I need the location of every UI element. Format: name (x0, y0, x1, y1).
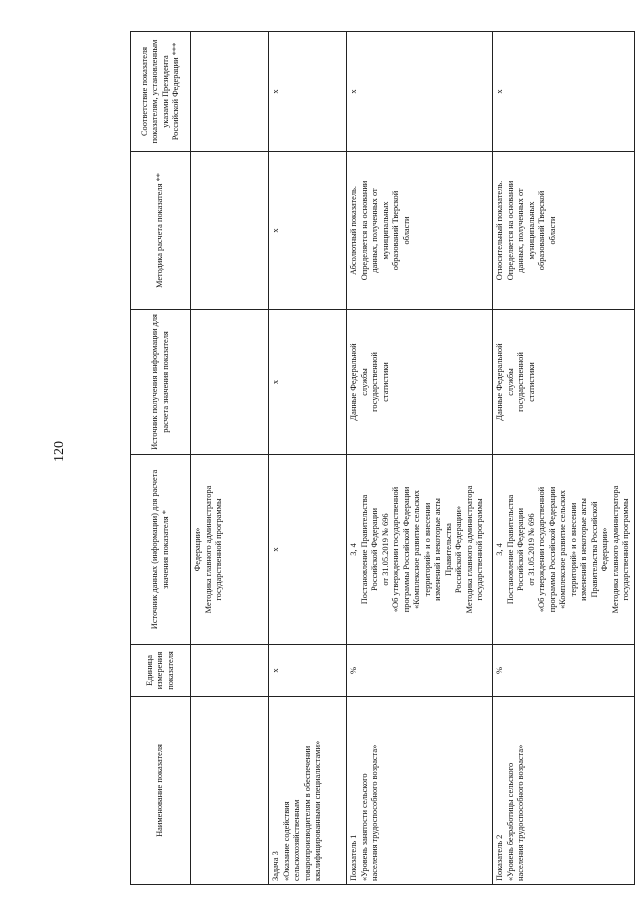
source-line: Российской Федерации (516, 508, 525, 591)
continuation-info-source-cell (191, 310, 269, 455)
method-line: образований Тверской (391, 190, 400, 271)
name-line: сельскохозяйственным (292, 799, 301, 881)
task-3-name-cell (269, 697, 347, 885)
source-line: государственной программы (621, 498, 630, 601)
info-line: Данные Федеральной (495, 343, 504, 421)
name-line: «Уровень занятости сельского (359, 773, 369, 881)
method-line: муниципальных (526, 201, 536, 260)
name-line: Задача 3 (271, 851, 280, 881)
source-line: 3, 4 (349, 543, 358, 556)
method-line: данных, полученных от (516, 188, 525, 273)
source-line: программы Российской Федерации (401, 486, 411, 613)
continuation-line: Методика главного администратора (203, 485, 213, 614)
method-line: муниципальных (380, 201, 390, 260)
header-method: Методика расчета показателя ** (131, 152, 191, 310)
source-line: Российской Федерации (370, 508, 379, 591)
source-line: территорий» и о внесении (568, 502, 578, 597)
name-line: «Оказание содействия (281, 801, 291, 881)
info-line: государственной (516, 352, 525, 412)
source-line: Российской Федерации» (454, 505, 463, 594)
method-line: Определяется на основании (505, 180, 515, 281)
header-row (131, 32, 191, 885)
method-line: x (271, 228, 280, 233)
source-line: Методика главного администратора (464, 485, 474, 614)
continuation-line: государственной программы (214, 498, 223, 601)
source-line: Постановление Правительства (359, 494, 369, 605)
source-line: x (271, 547, 280, 552)
indicator-2-name-cell (493, 697, 635, 885)
info-source-cell (269, 310, 347, 455)
source-line: «Об утверждении государственной (537, 486, 546, 613)
unit-cell: % (493, 645, 635, 697)
info-source-cell (493, 310, 635, 455)
info-line: Данные Федеральной (349, 343, 358, 421)
indicators-table (130, 31, 635, 885)
method-line: данных, полученных от (370, 188, 379, 273)
method-line: Определяется на основании (359, 180, 369, 281)
method-line: области (401, 216, 411, 245)
source-line: 3, 4 (495, 543, 504, 556)
rotated-table-frame (130, 32, 630, 885)
table-row (347, 32, 493, 885)
header-unit: Единица измерения показателя (131, 645, 191, 697)
name-line: «Уровень безработицы сельского (505, 762, 515, 881)
header-info-source: Источник получения информации для расчета значения показателя (131, 310, 191, 455)
source-line: «Об утверждении государственной (391, 486, 400, 613)
source-line: изменений в некоторые акты (433, 498, 442, 601)
name-line: населения трудоспособного возраста» (516, 744, 525, 881)
method-cell (269, 152, 347, 310)
continuation-unit-cell (191, 645, 269, 697)
rotated-table-wrapper (130, 32, 630, 885)
name-line: Показатель 2 (495, 834, 504, 881)
indicator-1-name-cell (347, 697, 493, 885)
source-line: Федерации» (600, 527, 609, 572)
method-line: области (547, 216, 557, 245)
method-cell (347, 152, 493, 310)
source-line: Постановление Правительства (505, 494, 515, 605)
page-number: 120 (52, 441, 67, 463)
source-line: Методика главного администратора (610, 485, 620, 614)
continuation-decree-cell (191, 32, 269, 152)
source-line: от 31.05.2019 № 696 (526, 513, 536, 586)
unit-cell: x (269, 645, 347, 697)
table-row (269, 32, 347, 885)
info-line: службы (505, 368, 515, 396)
continuation-row (191, 32, 269, 885)
header-source-data: Источник данных (информации) для расчета значения показателя * (131, 455, 191, 645)
info-line: службы (359, 368, 369, 396)
table-row (493, 32, 635, 885)
source-line: «Комплексное развитие сельских (412, 490, 421, 609)
name-line: Показатель 1 (349, 834, 358, 881)
header-name: Наименование показателя (131, 697, 191, 885)
continuation-name-cell (191, 697, 269, 885)
method-line: Абсолютный показатель. (349, 186, 358, 275)
source-line: от 31.05.2019 № 696 (380, 513, 390, 586)
decree-cell: x (269, 32, 347, 152)
info-line: статистики (526, 362, 536, 402)
source-line: Правительства Российской (589, 501, 599, 598)
continuation-source-data-cell (191, 455, 269, 645)
unit-cell: % (347, 645, 493, 697)
continuation-line: Федерации» (193, 527, 202, 572)
continuation-method-cell (191, 152, 269, 310)
header-decree: Соответствие показателя показателям, установленным указами Президента Российской Федерации *** (131, 32, 191, 152)
decree-cell: x (347, 32, 493, 152)
source-data-cell (269, 455, 347, 645)
decree-cell: x (493, 32, 635, 152)
name-line: населения трудоспособного возраста» (370, 744, 379, 881)
method-cell (493, 152, 635, 310)
info-line: статистики (380, 362, 390, 402)
source-line: государственной программы (475, 498, 484, 601)
source-line: «Комплексное развитие сельских (558, 490, 567, 609)
source-line: Правительства (443, 523, 453, 576)
name-line: товаропроизводителям в обеспечении (302, 745, 312, 881)
source-data-cell (347, 455, 493, 645)
source-data-cell (493, 455, 635, 645)
info-line: x (271, 379, 280, 385)
source-line: программы Российской Федерации (547, 486, 557, 613)
method-line: образований Тверской (537, 190, 546, 271)
source-line: изменений в некоторые акты (579, 498, 588, 601)
info-line: государственной (370, 352, 379, 412)
info-source-cell (347, 310, 493, 455)
name-line: квалифицированными специалистами» (313, 740, 322, 881)
source-line: территорий» и о внесении (422, 502, 432, 597)
method-line: Относительный показатель. (495, 180, 504, 281)
